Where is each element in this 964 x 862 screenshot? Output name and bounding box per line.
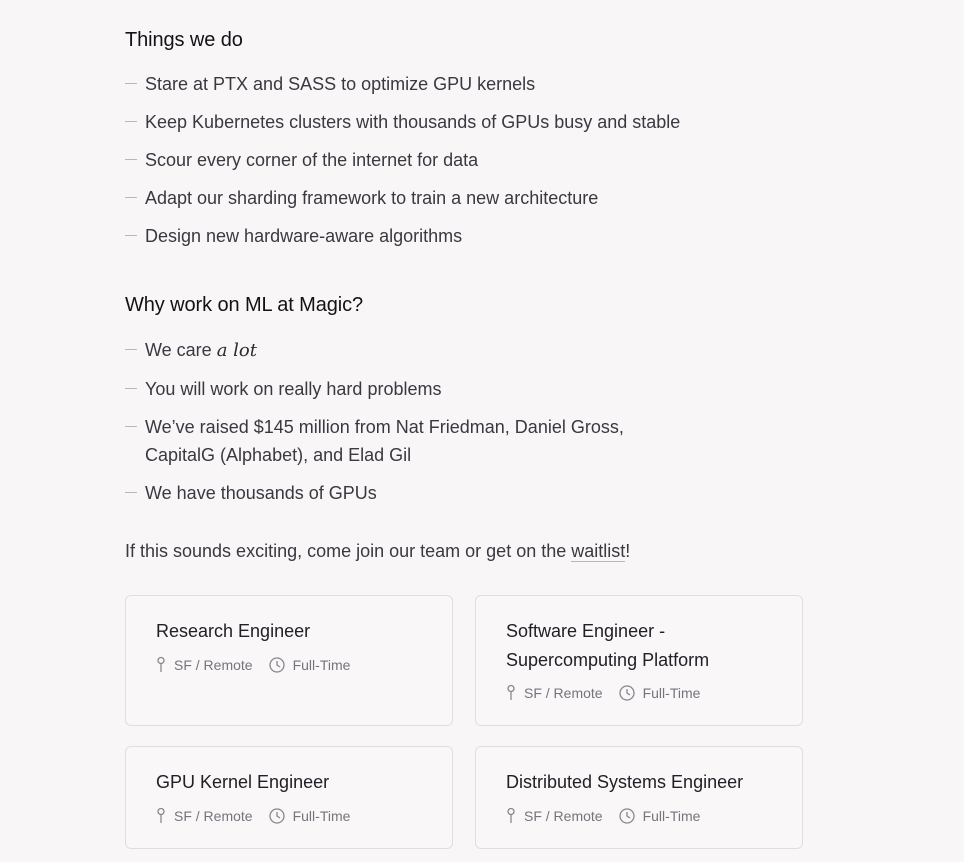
job-type: [619, 808, 701, 824]
list-item: [125, 108, 745, 136]
list-item: [125, 184, 745, 212]
list-item-text: Design new hardware-aware algorithms: [145, 226, 463, 246]
list-item-text: Scour every corner of the internet for data: [145, 150, 479, 170]
location-pin-icon: [156, 807, 166, 824]
job-location: [506, 807, 603, 824]
job-location: [156, 656, 253, 673]
job-title: GPU Kernel Engineer: [156, 772, 330, 792]
job-card-research-engineer[interactable]: [125, 595, 453, 726]
list-item: [125, 222, 745, 250]
job-title: Software Engineer - Supercomputing Platform: [506, 621, 710, 670]
clock-icon: [269, 657, 285, 673]
list-item-text: We have thousands of GPUs: [145, 483, 377, 503]
clock-icon: [619, 808, 635, 824]
list-item-text: Adapt our sharding framework to train a new architecture: [145, 188, 599, 208]
job-card-software-engineer-supercomputing[interactable]: [475, 595, 803, 726]
dash-icon: [125, 349, 137, 350]
job-type-text: Full-Time: [292, 807, 351, 824]
list-item-text: You will work on really hard problems: [145, 379, 442, 399]
list-item-text: We care: [145, 340, 217, 360]
location-pin-icon: [506, 807, 516, 824]
cta-suffix: !: [625, 541, 631, 561]
cta-prefix: If this sounds exciting, come join our team or get on the: [125, 541, 572, 561]
emphasis-text: a lot: [216, 340, 257, 361]
job-type: [269, 808, 351, 824]
list-item: [125, 413, 665, 469]
why-work-list: [125, 336, 745, 517]
cta-text: [125, 537, 630, 565]
list-item-text: We’ve raised $145 million from Nat Friedman, Daniel Gross, CapitalG (Alphabet), and Elad Gil: [145, 417, 624, 465]
why-work-heading: Why work on ML at Magic?: [125, 294, 364, 316]
job-card-distributed-systems-engineer[interactable]: [475, 746, 803, 849]
job-meta: [506, 684, 716, 701]
job-meta: [506, 807, 716, 824]
job-location: [156, 807, 253, 824]
dash-icon: [125, 197, 137, 198]
dash-icon: [125, 235, 137, 236]
things-we-do-heading: Things we do: [125, 29, 243, 51]
job-meta: [156, 656, 366, 673]
job-location-text: SF / Remote: [174, 656, 253, 673]
list-item: [125, 146, 745, 174]
job-card-gpu-kernel-engineer[interactable]: [125, 746, 453, 849]
dash-icon: [125, 83, 137, 84]
clock-icon: [619, 685, 635, 701]
clock-icon: [269, 808, 285, 824]
job-meta: [156, 807, 366, 824]
list-item: [125, 375, 745, 403]
job-location-text: SF / Remote: [524, 807, 603, 824]
list-item: [125, 70, 745, 98]
location-pin-icon: [156, 656, 166, 673]
dash-icon: [125, 159, 137, 160]
job-type: [269, 657, 351, 673]
list-item: [125, 479, 745, 507]
things-we-do-list: [125, 70, 745, 260]
job-type-text: Full-Time: [292, 656, 351, 673]
job-location: [506, 684, 603, 701]
job-title: Research Engineer: [156, 621, 311, 641]
list-item: [125, 336, 745, 365]
dash-icon: [125, 121, 137, 122]
dash-icon: [125, 492, 137, 493]
job-location-text: SF / Remote: [174, 807, 253, 824]
dash-icon: [125, 388, 137, 389]
job-type-text: Full-Time: [642, 807, 701, 824]
job-type-text: Full-Time: [642, 684, 701, 701]
job-location-text: SF / Remote: [524, 684, 603, 701]
location-pin-icon: [506, 684, 516, 701]
dash-icon: [125, 426, 137, 427]
job-type: [619, 685, 701, 701]
list-item-text: Keep Kubernetes clusters with thousands of GPUs busy and stable: [145, 112, 681, 132]
waitlist-link[interactable]: waitlist: [571, 541, 626, 561]
job-title: Distributed Systems Engineer: [506, 772, 744, 792]
list-item-text: Stare at PTX and SASS to optimize GPU kernels: [145, 74, 536, 94]
